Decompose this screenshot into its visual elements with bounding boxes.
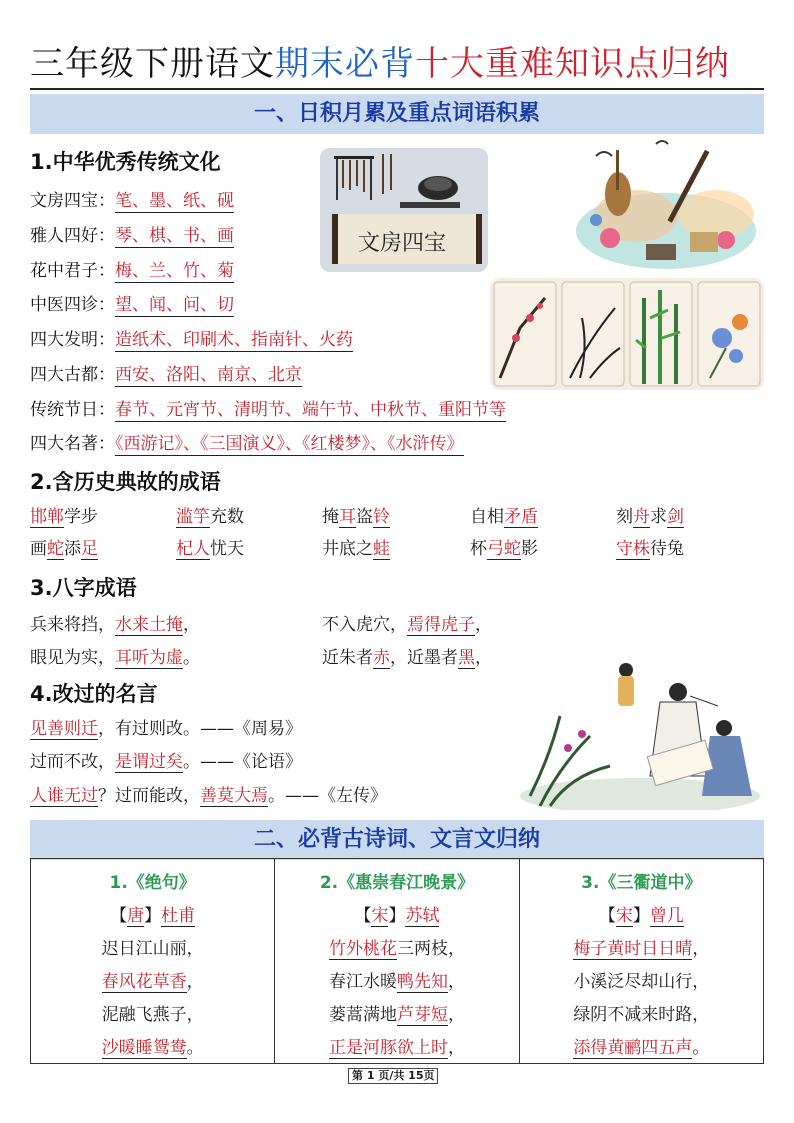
page-number: 第 1 页/共 15页	[348, 1068, 438, 1084]
idiom: 井底之蛙	[322, 539, 390, 559]
idiom: 自相矛盾	[470, 507, 538, 527]
poem-card	[520, 859, 763, 1063]
poem-title: 2.《惠崇春江晚景》	[319, 873, 475, 893]
image-caption: 文房四宝	[358, 231, 447, 256]
culture-row	[30, 258, 234, 286]
sub1-heading: 1.中华优秀传统文化	[30, 150, 221, 174]
page-title	[30, 40, 764, 90]
poem-line: 添得黄鹂四五声。	[573, 1038, 710, 1058]
row-value: 望、闻、问、切	[115, 295, 234, 315]
culture-row	[30, 362, 302, 390]
poem-title: 1.《绝句》	[109, 873, 196, 893]
four-gentlemen-image	[490, 278, 764, 390]
title-part2: 期末必背	[275, 44, 415, 84]
sub3-heading: 3.八字成语	[30, 576, 137, 600]
idiom: 画蛇添足	[30, 539, 98, 559]
idiom: 杞人忧天	[176, 539, 244, 559]
row-value: 梅、兰、竹、菊	[115, 261, 234, 281]
poem-author: 【唐】杜甫	[110, 906, 196, 926]
poem-line: 蒌蒿满地芦芽短，	[328, 1005, 465, 1025]
sub2-heading: 2.含历史典故的成语	[30, 470, 221, 494]
row-label: 传统节日：	[30, 400, 115, 420]
title-part1: 三年级下册语文	[30, 44, 275, 84]
poem-line: 小溪泛尽却山行，	[573, 972, 710, 992]
quote: 见善则迁，有过则改。——《周易》	[30, 719, 302, 739]
poem-line: 泥融飞燕子，	[101, 1005, 204, 1025]
culture-row	[30, 397, 506, 425]
row-label: 四大发明：	[30, 330, 115, 350]
eight-char-idiom: 近朱者赤，近墨者黑，	[322, 648, 492, 668]
idiom: 刻舟求剑	[616, 507, 684, 527]
sub4-heading: 4.改过的名言	[30, 682, 158, 706]
row-label: 四大古都：	[30, 365, 115, 385]
section2-heading: 二、必背古诗词、文言文归纳	[30, 820, 764, 860]
scholars-image	[520, 656, 764, 810]
poem-card	[275, 859, 519, 1063]
idiom: 邯郸学步	[30, 507, 98, 527]
row-value: 春节、元宵节、清明节、端午节、中秋节、重阳节等	[115, 400, 506, 420]
title-part3: 十大重难知识点归纳	[415, 44, 730, 84]
idiom: 滥竽充数	[176, 507, 244, 527]
eight-char-idiom: 眼见为实，耳听为虚。	[30, 648, 200, 668]
idiom: 守株待兔	[616, 539, 684, 559]
quote: 人谁无过？过而能改，善莫大焉。——《左传》	[30, 786, 387, 806]
culture-row	[30, 292, 234, 320]
row-label: 四大名著：	[30, 434, 115, 454]
poem-line: 竹外桃花三两枝，	[328, 939, 465, 959]
poem-author: 【宋】苏轼	[354, 906, 440, 926]
instruments-image	[566, 136, 764, 276]
section1-heading: 一、日积月累及重点词语积累	[30, 94, 764, 134]
row-value: 琴、棋、书、画	[115, 226, 234, 246]
four-treasures-image	[320, 148, 488, 272]
poem-card	[31, 859, 275, 1063]
poem-table	[30, 858, 764, 1064]
row-label: 中医四诊：	[30, 295, 115, 315]
row-value: 西安、洛阳、南京、北京	[115, 365, 302, 385]
poem-line: 春风花草香，	[101, 972, 204, 992]
quote: 过而不改，是谓过矣。——《论语》	[30, 752, 302, 772]
poem-line: 春江水暖鸭先知，	[328, 972, 465, 992]
idiom: 掩耳盗铃	[322, 507, 390, 527]
row-value: 《西游记》、《三国演义》、《红楼梦》、《水浒传》	[115, 434, 464, 454]
poem-author: 【宋】曾几	[598, 906, 684, 926]
row-label: 文房四宝：	[30, 191, 115, 211]
poem-line: 迟日江山丽，	[101, 939, 204, 959]
culture-row	[30, 223, 234, 251]
culture-row	[30, 188, 234, 216]
row-value: 造纸术、印刷术、指南针、火药	[115, 330, 353, 350]
eight-char-idiom: 兵来将挡，水来土掩，	[30, 615, 200, 635]
row-value: 笔、墨、纸、砚	[115, 191, 234, 211]
poem-line: 绿阴不减来时路，	[573, 1005, 710, 1025]
poem-line: 梅子黄时日日晴，	[573, 939, 710, 959]
culture-row	[30, 327, 353, 355]
row-label: 雅人四好：	[30, 226, 115, 246]
culture-row	[30, 431, 464, 459]
poem-line: 正是河豚欲上时，	[328, 1038, 465, 1058]
row-label: 花中君子：	[30, 261, 115, 281]
eight-char-idiom: 不入虎穴，焉得虎子，	[322, 615, 492, 635]
poem-line: 沙暖睡鸳鸯。	[101, 1038, 204, 1058]
poem-title: 3.《三衢道中》	[581, 873, 702, 893]
idiom: 杯弓蛇影	[470, 539, 538, 559]
